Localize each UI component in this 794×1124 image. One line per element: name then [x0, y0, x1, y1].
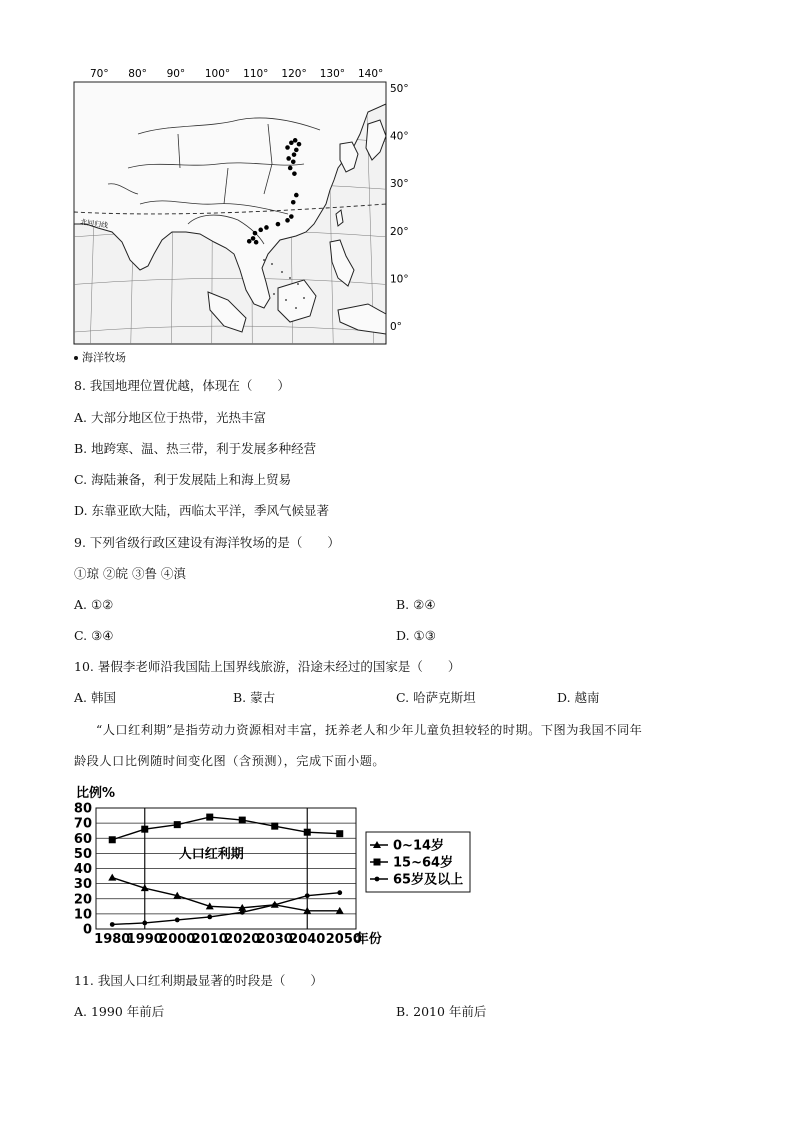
latitude-label: 0°: [390, 321, 402, 333]
longitude-label: 90°: [166, 68, 186, 80]
asia-map-figure: [68, 64, 418, 348]
ocean-ranch-point: [247, 239, 252, 244]
q10-option-c: C. 哈萨克斯坦: [396, 690, 476, 705]
map-legend: [74, 349, 126, 365]
x-tick-label: 2010: [191, 932, 228, 947]
data-point-square: [206, 814, 213, 821]
q8-option-b: B. 地跨寒、温、热三带，利于发展多种经营: [74, 441, 317, 456]
longitude-label: 110°: [243, 68, 269, 80]
data-point-square: [374, 859, 381, 866]
data-point-dot: [142, 921, 147, 926]
ocean-ranch-point: [251, 236, 256, 241]
latitude-label: 30°: [390, 178, 409, 191]
data-point-square: [141, 826, 148, 833]
latitude-label: 50°: [390, 83, 409, 95]
legend-entry-label: 15~64岁: [393, 855, 454, 871]
y-tick-label: 60: [73, 831, 92, 847]
y-tick-label: 40: [73, 862, 92, 877]
q8-option-a: A. 大部分地区位于热带，光热丰富: [74, 410, 266, 425]
q11-option-a: A. 1990 年前后: [74, 1004, 165, 1019]
data-point-square: [336, 830, 343, 837]
latitude-labels: [390, 83, 409, 333]
ocean-ranch-point: [292, 171, 297, 176]
intro-line-2: 龄段人口比例随时间变化图（含预测），完成下面小题。: [74, 754, 386, 768]
x-tick-label: 2020: [224, 932, 261, 947]
q9-option-b: B. ②④: [396, 597, 436, 612]
chart-x-axis-label: 年份: [355, 932, 382, 947]
y-tick-label: 80: [73, 801, 92, 817]
data-point-square: [109, 836, 116, 843]
longitude-label: 140°: [358, 68, 384, 80]
ocean-ranch-point: [253, 231, 258, 236]
chart-y-axis-label: 比例%: [76, 786, 116, 801]
data-point-square: [271, 823, 278, 830]
legend-entry-label: 0~14岁: [393, 838, 445, 854]
chart-legend: [366, 832, 470, 892]
q11-option-b: B. 2010 年前后: [396, 1004, 487, 1019]
question-8-stem: 8. 我国地理位置优越，体现在（ ）: [74, 378, 290, 393]
q9-option-d: D. ①③: [396, 628, 436, 643]
ocean-ranch-point: [276, 222, 281, 227]
ocean-ranch-point: [264, 225, 269, 230]
longitude-label: 70°: [90, 68, 109, 80]
ocean-ranch-point: [293, 138, 298, 143]
population-line-chart: [66, 782, 496, 954]
data-point-square: [239, 817, 246, 824]
q9-sub-items: ①琼 ②皖 ③鲁 ④滇: [74, 566, 186, 581]
ocean-ranch-point: [289, 140, 294, 145]
x-tick-label-last: 2050: [325, 932, 362, 947]
legend-label: 海洋牧场: [82, 351, 126, 364]
chart-y-ticks: [74, 802, 92, 938]
ocean-ranch-point: [297, 142, 302, 147]
y-tick-label: 70: [73, 816, 92, 832]
x-tick-label: 1990: [126, 932, 163, 947]
ocean-ranch-point: [285, 145, 290, 150]
y-tick-label: 30: [73, 877, 92, 893]
longitude-label: 120°: [281, 68, 307, 80]
longitude-label: 80°: [128, 68, 147, 80]
latitude-label: 20°: [390, 225, 409, 238]
x-tick-label: 1980: [94, 932, 131, 947]
longitude-labels: [90, 68, 383, 80]
ocean-ranch-point: [294, 193, 299, 198]
ocean-ranch-point: [285, 218, 290, 223]
x-tick-label: 2040: [289, 932, 326, 947]
data-point-dot: [207, 915, 212, 920]
ocean-ranch-point: [288, 166, 293, 171]
data-point-square: [304, 829, 311, 836]
legend-entry-label: 65岁及以上: [393, 872, 464, 888]
question-9-stem: 9. 下列省级行政区建设有海洋牧场的是（ ）: [74, 535, 340, 550]
data-point-dot: [175, 918, 180, 923]
latitude-label: 10°: [390, 273, 409, 286]
ocean-ranch-point: [294, 148, 299, 153]
y-tick-label: 0: [82, 922, 92, 938]
q8-option-c: C. 海陆兼备，利于发展陆上和海上贸易: [74, 472, 292, 487]
ocean-ranch-point: [291, 159, 296, 164]
legend-dot-icon: [74, 356, 78, 360]
q8-option-d: D. 东靠亚欧大陆，西临太平洋，季风气候显著: [74, 503, 330, 518]
ocean-ranch-point: [286, 156, 291, 161]
x-tick-label: 2030: [256, 932, 293, 947]
tropic-label: 北回归线: [79, 218, 109, 230]
q9-option-a: A. ①②: [74, 597, 114, 612]
q10-option-b: B. 蒙古: [233, 690, 276, 705]
q9-option-c: C. ③④: [74, 628, 114, 643]
ocean-ranch-point: [291, 200, 296, 205]
data-point-square: [174, 821, 181, 828]
question-10-stem: 10. 暑假李老师沿我国陆上国界线旅游，沿途未经过的国家是（ ）: [74, 659, 461, 674]
ocean-ranch-point: [254, 240, 259, 245]
population-chart: [66, 782, 496, 954]
chart-x-ticks: [94, 931, 382, 947]
longitude-label: 130°: [319, 68, 346, 80]
q10-option-d: D. 越南: [557, 690, 600, 705]
question-11-stem: 11. 我国人口红利期最显著的时段是（ ）: [74, 973, 323, 988]
ocean-ranch-point: [289, 214, 294, 219]
data-point-dot: [272, 902, 277, 907]
latitude-label: 40°: [390, 130, 409, 143]
q10-option-a: A. 韩国: [74, 690, 116, 705]
ocean-ranch-point: [258, 228, 263, 233]
data-point-dot: [375, 877, 380, 882]
longitude-label: 100°: [204, 68, 231, 80]
y-tick-label: 50: [73, 846, 92, 862]
data-point-dot: [240, 910, 245, 915]
data-point-dot: [305, 893, 310, 898]
intro-line-1: “人口红利期”是指劳动力资源相对丰富，抚养老人和少年儿童负担较轻的时期。下图为我国不同年: [96, 723, 643, 737]
data-point-dot: [110, 922, 115, 927]
y-tick-label: 10: [73, 907, 92, 923]
chart-annotation: 人口红利期: [178, 846, 244, 862]
data-point-dot: [337, 890, 342, 895]
asia-map: [68, 64, 418, 348]
x-tick-label: 2000: [159, 932, 196, 947]
ocean-ranch-point: [292, 152, 297, 157]
y-tick-label: 20: [73, 892, 92, 908]
